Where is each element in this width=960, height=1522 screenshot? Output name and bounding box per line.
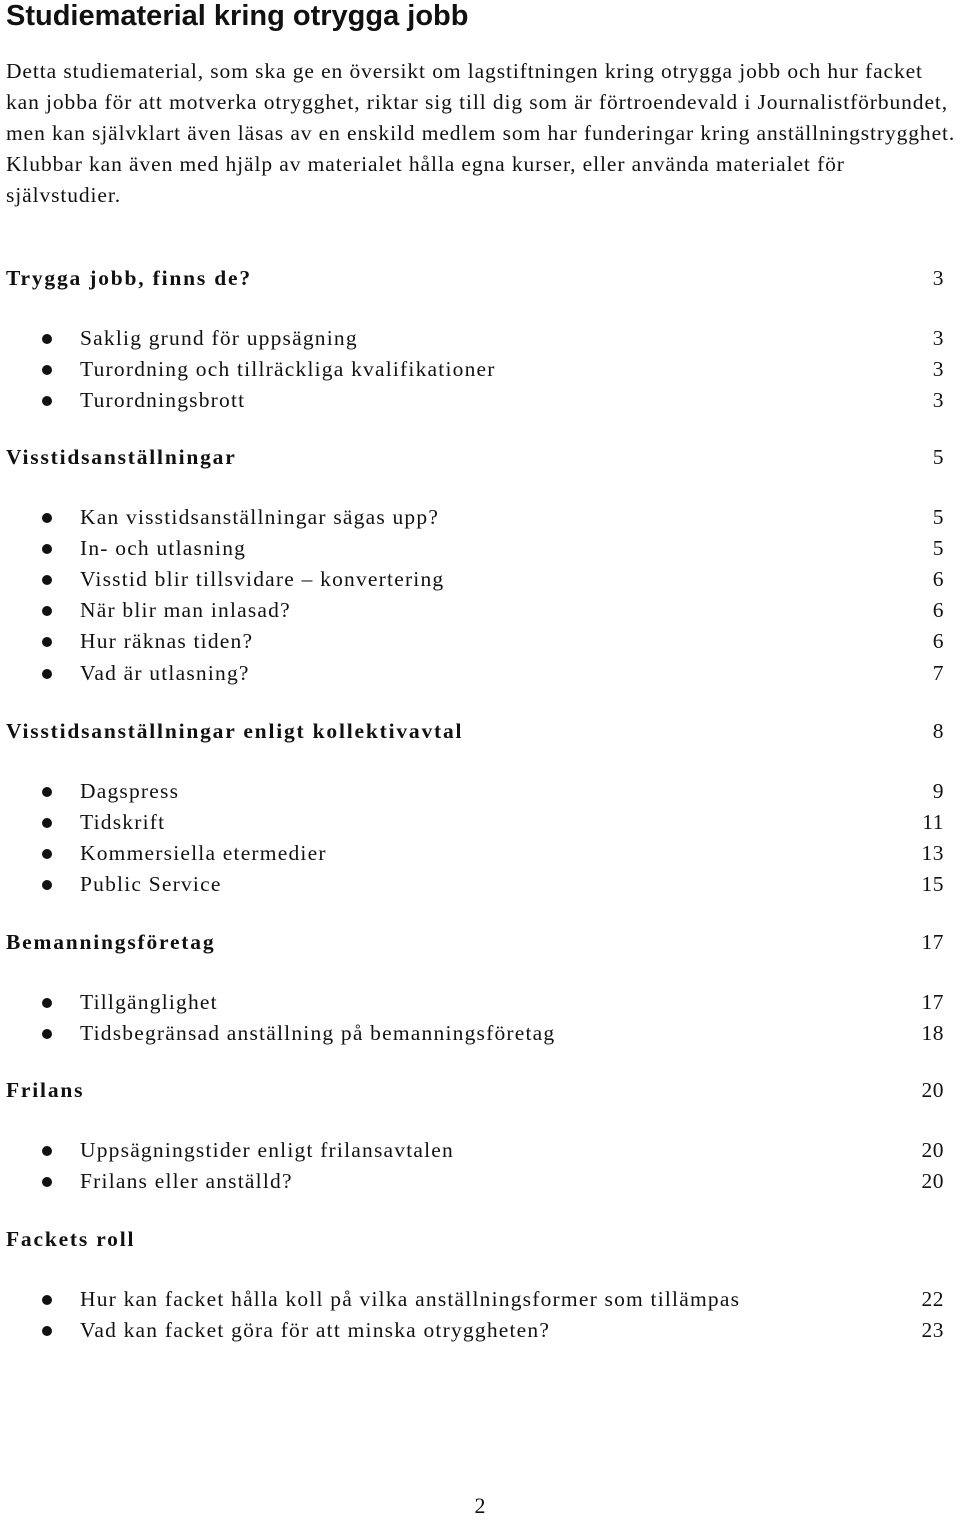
toc-item-page: 22 bbox=[921, 1287, 944, 1311]
toc-heading-page: 17 bbox=[921, 930, 944, 954]
bullet-icon bbox=[42, 396, 52, 406]
bullet-icon bbox=[42, 365, 52, 375]
bullet-icon bbox=[42, 849, 52, 859]
toc-item-label: Uppsägningstider enligt frilansavtalen bbox=[80, 1138, 454, 1162]
toc-item-label: Frilans eller anställd? bbox=[80, 1169, 293, 1194]
bullet-icon bbox=[42, 544, 52, 554]
toc-heading-label: Visstidsanställningar enligt kollektivavtal bbox=[6, 719, 464, 743]
toc-item bbox=[0, 1166, 960, 1197]
toc-item bbox=[0, 626, 960, 657]
toc-item-label: Tidsbegränsad anställning på bemanningsföretag bbox=[80, 1021, 556, 1046]
toc-item-label: Hur kan facket hålla koll på vilka anställningsformer som tillämpas bbox=[80, 1287, 741, 1311]
toc-item bbox=[0, 323, 960, 354]
toc-item-page: 7 bbox=[932, 660, 944, 685]
toc-item-label: In- och utlasning bbox=[80, 536, 247, 561]
toc-heading-label: Fackets roll bbox=[6, 1227, 136, 1251]
toc-item-label: Dagspress bbox=[80, 779, 180, 803]
toc-item-label: Kan visstidsanställningar sägas upp? bbox=[80, 505, 440, 529]
toc-item-page: 9 bbox=[932, 779, 944, 803]
toc-item-label: Saklig grund för uppsägning bbox=[80, 326, 358, 350]
toc-item-label: Vad är utlasning? bbox=[80, 660, 250, 685]
toc-heading-label: Bemanningsföretag bbox=[6, 930, 216, 954]
bullet-icon bbox=[42, 1029, 52, 1039]
toc-heading bbox=[0, 1075, 960, 1106]
toc-item-label: Turordning och tillräckliga kvalifikationer bbox=[80, 357, 496, 382]
toc-item-page: 17 bbox=[921, 990, 944, 1014]
toc-item-label: Tidskrift bbox=[80, 810, 166, 835]
toc-heading-page: 5 bbox=[932, 445, 944, 469]
toc-heading-label: Trygga jobb, finns de? bbox=[6, 266, 252, 290]
page-number: 2 bbox=[474, 1493, 486, 1518]
toc-heading-label: Frilans bbox=[6, 1078, 85, 1102]
bullet-icon bbox=[42, 1177, 52, 1187]
toc-heading bbox=[0, 1224, 960, 1255]
toc-item bbox=[0, 595, 960, 626]
toc-heading-label: Visstidsanställningar bbox=[6, 445, 237, 469]
document-title: Studiematerial kring otrygga jobb bbox=[6, 0, 469, 32]
bullet-icon bbox=[42, 637, 52, 647]
toc-heading-page: 8 bbox=[932, 719, 944, 743]
toc-item bbox=[0, 1018, 960, 1049]
toc-item-page: 6 bbox=[932, 598, 944, 623]
toc-item-page: 13 bbox=[921, 841, 944, 866]
toc-heading-page: 3 bbox=[932, 266, 944, 290]
toc-heading bbox=[0, 263, 960, 294]
toc-item bbox=[0, 776, 960, 807]
toc-item-page: 20 bbox=[921, 1169, 944, 1194]
toc-item-label: Public Service bbox=[80, 872, 222, 897]
toc-item bbox=[0, 869, 960, 900]
toc-item-page: 18 bbox=[921, 1021, 944, 1046]
toc-item bbox=[0, 1135, 960, 1166]
toc-heading bbox=[0, 442, 960, 473]
toc-heading-page: 20 bbox=[921, 1078, 944, 1102]
toc-item bbox=[0, 564, 960, 595]
bullet-icon bbox=[42, 1295, 52, 1305]
toc-item bbox=[0, 1284, 960, 1315]
toc-item-page: 15 bbox=[921, 872, 944, 897]
bullet-icon bbox=[42, 818, 52, 828]
toc-item-page: 20 bbox=[921, 1138, 944, 1162]
toc-item-page: 6 bbox=[932, 567, 944, 592]
toc-item-page: 6 bbox=[932, 629, 944, 654]
toc-item bbox=[0, 1315, 960, 1346]
toc-item-label: Vad kan facket göra för att minska otryggheten? bbox=[80, 1318, 551, 1343]
bullet-icon bbox=[42, 606, 52, 616]
toc-item bbox=[0, 533, 960, 564]
toc-heading bbox=[0, 716, 960, 747]
bullet-icon bbox=[42, 998, 52, 1008]
toc-item-page: 23 bbox=[921, 1318, 944, 1343]
toc-item-page: 3 bbox=[932, 326, 944, 350]
bullet-icon bbox=[42, 880, 52, 890]
toc-item-page: 3 bbox=[932, 357, 944, 382]
toc-item bbox=[0, 658, 960, 689]
intro-paragraph: Detta studiematerial, som ska ge en översikt om lagstiftningen kring otrygga jobb och hur facket kan jobba för att motverka otrygghet, riktar sig till dig som är förtroendevald i Journalistförbundet, men kan självklart även läsas av en enskild medlem som har funderingar kring anställningstrygghet. bbox=[6, 59, 956, 145]
toc-heading bbox=[0, 927, 960, 958]
bullet-icon bbox=[42, 669, 52, 679]
bullet-icon bbox=[42, 513, 52, 523]
bullet-icon bbox=[42, 1146, 52, 1156]
toc-item bbox=[0, 354, 960, 385]
toc-item bbox=[0, 838, 960, 869]
toc-item-label: Turordningsbrott bbox=[80, 388, 246, 413]
toc-item-page: 11 bbox=[922, 810, 944, 835]
toc-item-label: När blir man inlasad? bbox=[80, 598, 291, 623]
toc-item-label: Hur räknas tiden? bbox=[80, 629, 254, 654]
toc-item-label: Kommersiella etermedier bbox=[80, 841, 327, 866]
bullet-icon bbox=[42, 575, 52, 585]
toc-item-page: 5 bbox=[932, 505, 944, 529]
intro-paragraph: Klubbar kan även med hjälp av materialet hålla egna kurser, eller använda materialet för självstudier. bbox=[6, 152, 845, 207]
bullet-icon bbox=[42, 1326, 52, 1336]
toc-item bbox=[0, 807, 960, 838]
toc-item-page: 3 bbox=[932, 388, 944, 413]
toc-item bbox=[0, 385, 960, 416]
toc-item-label: Tillgänglighet bbox=[80, 990, 218, 1014]
bullet-icon bbox=[42, 787, 52, 797]
toc-item-page: 5 bbox=[932, 536, 944, 561]
bullet-icon bbox=[42, 334, 52, 344]
toc-item bbox=[0, 502, 960, 533]
toc-item bbox=[0, 987, 960, 1018]
toc-item-label: Visstid blir tillsvidare – konvertering bbox=[80, 567, 445, 592]
